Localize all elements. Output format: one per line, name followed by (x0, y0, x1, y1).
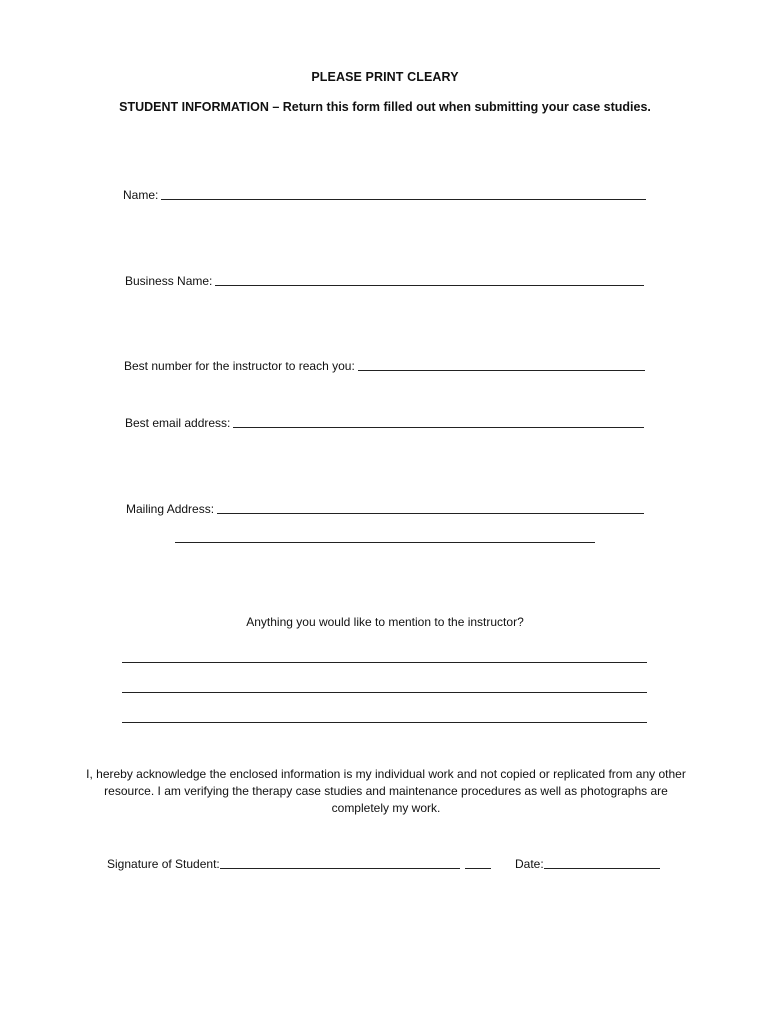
name-field[interactable] (123, 186, 646, 202)
business-name-label: Business Name: (125, 274, 213, 288)
signature-field[interactable] (107, 855, 491, 871)
acknowledgement-text: I, hereby acknowledge the enclosed information is my individual work and not copied or replicated from any other resource. I am verifying the therapy case studies and maintenance procedures as well as photographs are completely my work. (86, 767, 686, 815)
form-subtitle: STUDENT INFORMATION – Return this form filled out when submitting your case studies. (119, 100, 651, 114)
email-field[interactable] (125, 414, 644, 430)
mailing-address-line-2[interactable] (175, 542, 595, 543)
date-field[interactable] (515, 855, 660, 871)
signature-line-tail[interactable] (465, 868, 491, 869)
name-line[interactable] (161, 199, 646, 200)
email-line[interactable] (233, 427, 644, 428)
date-label: Date: (515, 857, 544, 871)
mention-line-3[interactable] (122, 722, 647, 723)
form-title: PLEASE PRINT CLEARY (311, 70, 459, 84)
mention-line-1[interactable] (122, 662, 647, 663)
business-name-field[interactable] (125, 272, 644, 288)
name-label: Name: (123, 188, 159, 202)
signature-label: Signature of Student: (107, 857, 220, 871)
signature-line[interactable] (220, 868, 460, 869)
phone-line[interactable] (358, 370, 645, 371)
phone-field[interactable] (124, 357, 645, 373)
mailing-address-line[interactable] (217, 513, 644, 514)
mailing-address-label: Mailing Address: (126, 502, 215, 516)
email-label: Best email address: (125, 416, 231, 430)
date-line[interactable] (544, 868, 660, 869)
mailing-address-field[interactable] (126, 500, 644, 516)
business-name-line[interactable] (215, 285, 644, 286)
mention-prompt: Anything you would like to mention to the instructor? (246, 615, 524, 629)
mention-line-2[interactable] (122, 692, 647, 693)
phone-label: Best number for the instructor to reach you: (124, 359, 355, 373)
